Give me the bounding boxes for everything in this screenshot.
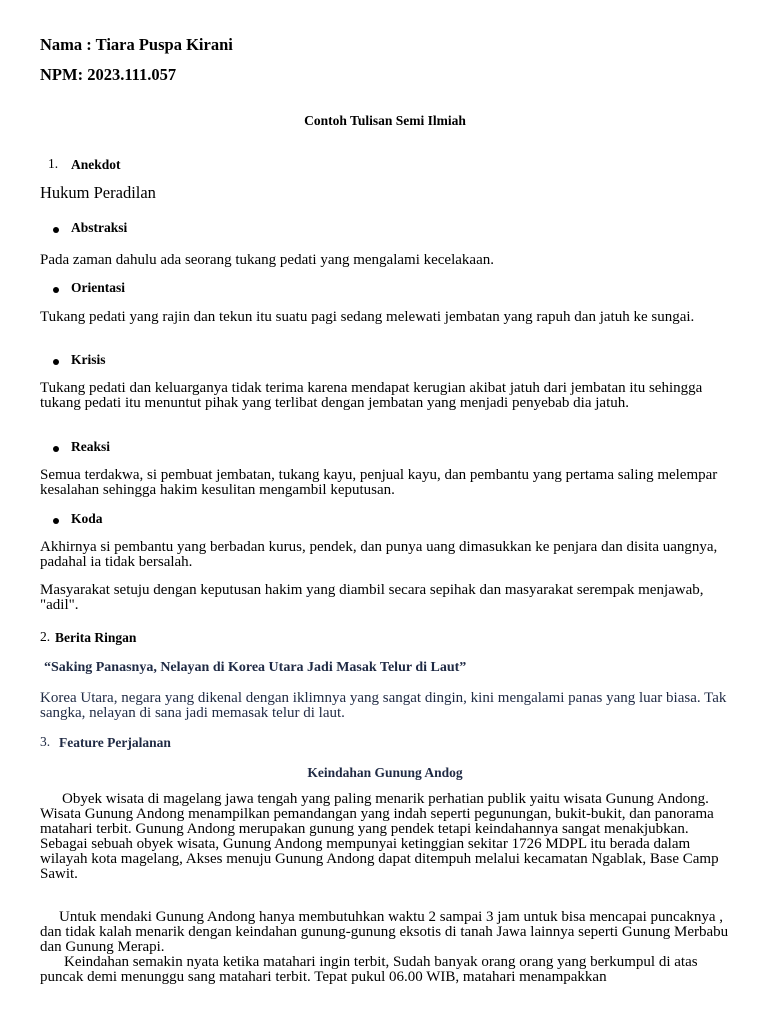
item-text-abstraksi: Pada zaman dahulu ada seorang tukang pedati yang mengalami kecelakaan. xyxy=(40,252,494,268)
bullet-icon xyxy=(53,287,59,293)
item-label-abstraksi: Abstraksi xyxy=(71,220,128,235)
section-1-heading: Hukum Peradilan xyxy=(40,183,156,202)
feature-title: Keindahan Gunung Andog xyxy=(307,765,463,780)
item-text-orientasi: Tukang pedati yang rajin dan tekun itu suatu pagi sedang melewati jembatan yang rapuh dan jatuh ke sungai. xyxy=(40,309,695,325)
feature-paragraph-1: Obyek wisata di magelang jawa tengah yang paling menarik perhatian publik yaitu wisata Gunung Andong. Wisata Gunung Andong menampilkan pemandangan yang indah seperti pegunungan, bukit-bukit, dan panorama matahari terbit. Gunung Andong merupakan gunung yang pendek tetapi keindahannya sangat menakjubkan. Sebagai sebuah obyek wisata, Gunung Andong mempunyai ketinggian sekitar 1726 MDPL itu berada dalam wilayah kota magelang, Akses menuju Gunung Andong dapat ditempuh melalui kecamatan Ngablak, Base Camp Sawit. xyxy=(40,791,719,882)
bullet-icon xyxy=(53,518,59,524)
section-1-closing: Masyarakat setuju dengan keputusan hakim yang diambil secara sepihak dan masyarakat serempak menjawab, "adil". xyxy=(40,582,704,613)
item-text-krisis: Tukang pedati dan keluarganya tidak terima karena mendapat kerugian akibat jatuh dari jembatan itu sehingga tukang pedati itu menuntut pihak yang terlibat dengan jembatan yang menjadi penyebab dia jatuh. xyxy=(40,380,703,411)
section-2-headline: “Saking Panasnya, Nelayan di Korea Utara Jadi Masak Telur di Laut” xyxy=(44,660,467,675)
feature-paragraph-3: Keindahan semakin nyata ketika matahari ingin terbit, Sudah banyak orang orang yang berkumpul di atas puncak demi menunggu sang matahari terbit. Tepat pukul 06.00 WIB, matahari menampakkan xyxy=(40,954,698,985)
feature-paragraph-2: Untuk mendaki Gunung Andong hanya membutuhkan waktu 2 sampai 3 jam untuk bisa mencapai puncaknya , dan tidak kalah menarik dengan keindahan gunung-gunung eksotis di tanah Jawa lainnya seperti Gunung Merbabu dan Gunung Merapi. xyxy=(40,909,729,955)
bullet-icon xyxy=(53,227,59,233)
item-text-reaksi: Semua terdakwa, si pembuat jembatan, tukang kayu, penjual kayu, dan pembantu yang pertama saling melempar kesalahan sehingga hakim kesulitan mengambil keputusan. xyxy=(40,467,718,498)
item-label-krisis: Krisis xyxy=(71,352,106,367)
section-3-number: 3. xyxy=(40,734,51,749)
section-1-number: 1. xyxy=(48,156,59,171)
bullet-icon xyxy=(53,359,59,365)
item-label-orientasi: Orientasi xyxy=(71,280,125,295)
section-1-label: Anekdot xyxy=(71,157,121,172)
item-text-koda: Akhirnya si pembantu yang berbadan kurus, pendek, dan punya uang dimasukkan ke penjara dan disita uangnya, padahal ia tidak bersalah. xyxy=(40,539,718,570)
student-name: Nama : Tiara Puspa Kirani xyxy=(40,35,233,54)
item-label-reaksi: Reaksi xyxy=(71,439,111,454)
item-label-koda: Koda xyxy=(71,511,103,526)
section-2-label: Berita Ringan xyxy=(55,630,137,645)
bullet-icon xyxy=(53,446,59,452)
document-title: Contoh Tulisan Semi Ilmiah xyxy=(304,113,466,128)
section-2-number: 2. xyxy=(40,629,51,644)
section-3-label: Feature Perjalanan xyxy=(59,735,171,750)
section-2-text: Korea Utara, negara yang dikenal dengan iklimnya yang sangat dingin, kini mengalami panas yang luar biasa. Tak sangka, nelayan di sana jadi memasak telur di laut. xyxy=(40,690,727,721)
student-npm: NPM: 2023.111.057 xyxy=(40,65,177,84)
